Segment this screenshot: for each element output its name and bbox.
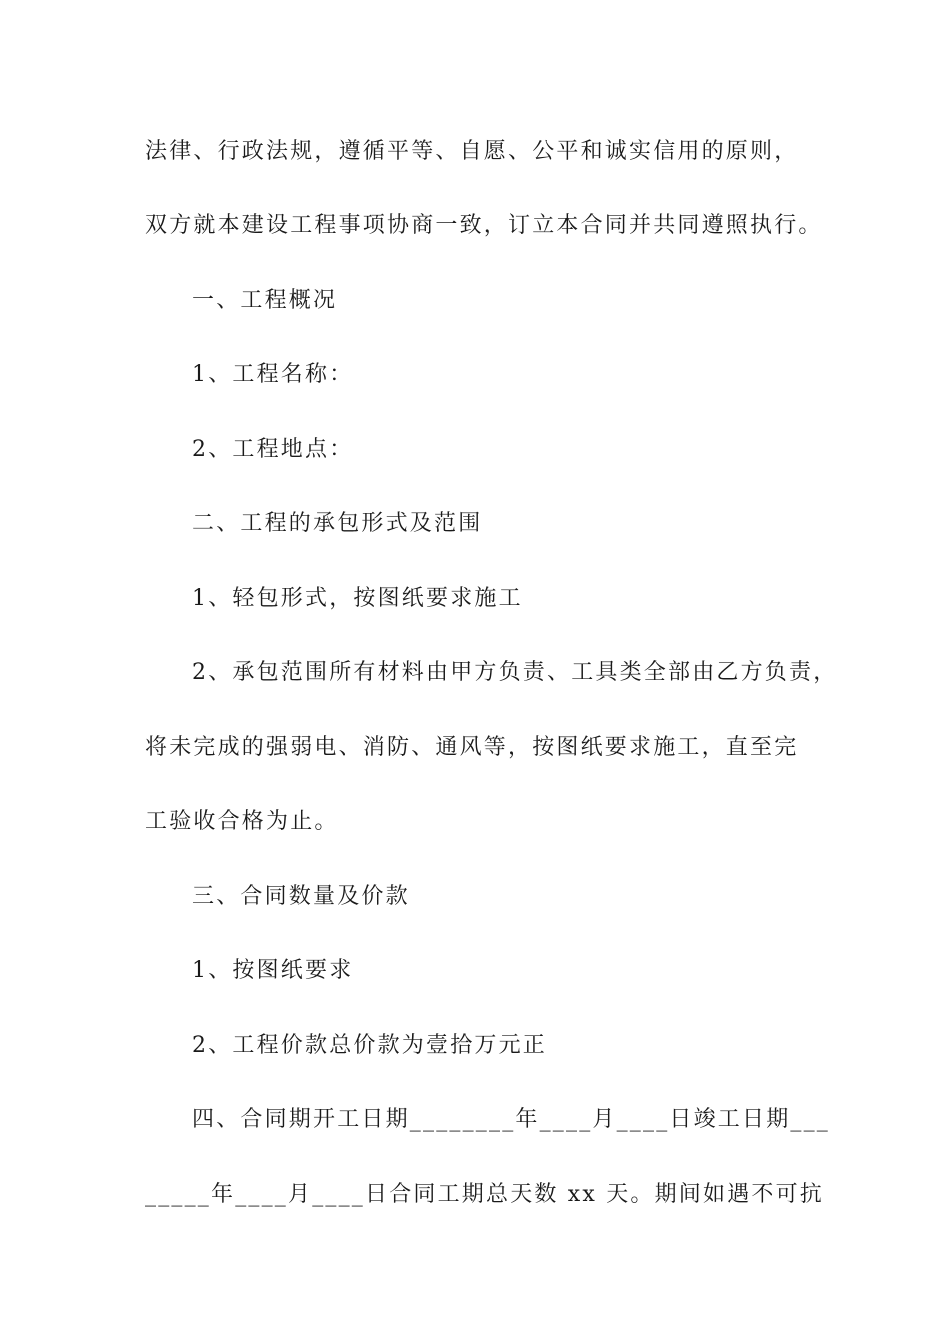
section-heading: 二、工程的承包形式及范围 [192,511,483,536]
section-heading: 一、工程概况 [192,288,338,313]
list-item: 1、按图纸要求 [192,958,354,983]
body-text-line: 双方就本建设工程事项协商一致，订立本合同并共同遵照执行。 [145,213,823,238]
list-item: 2、工程价款总价款为壹拾万元正 [192,1033,547,1058]
section-heading: 四、合同期开工日期________年____月____日竣工日期___ [192,1107,831,1132]
body-text-line: _____年____月____日合同工期总天数 xx 天。期间如遇不可抗 [145,1182,825,1207]
body-text-line: 将未完成的强弱电、消防、通风等，按图纸要求施工，直至完 [145,735,799,760]
list-item: 1、轻包形式，按图纸要求施工 [192,586,523,611]
body-text-line: 工验收合格为止。 [145,809,339,834]
list-item: 2、承包范围所有材料由甲方负责、工具类全部由乙方负责， [192,660,838,685]
section-heading: 三、合同数量及价款 [192,884,410,909]
list-item: 1、工程名称： [192,362,354,387]
list-item: 2、工程地点： [192,437,354,462]
body-text-line: 法律、行政法规，遵循平等、自愿、公平和诚实信用的原则， [145,139,799,164]
